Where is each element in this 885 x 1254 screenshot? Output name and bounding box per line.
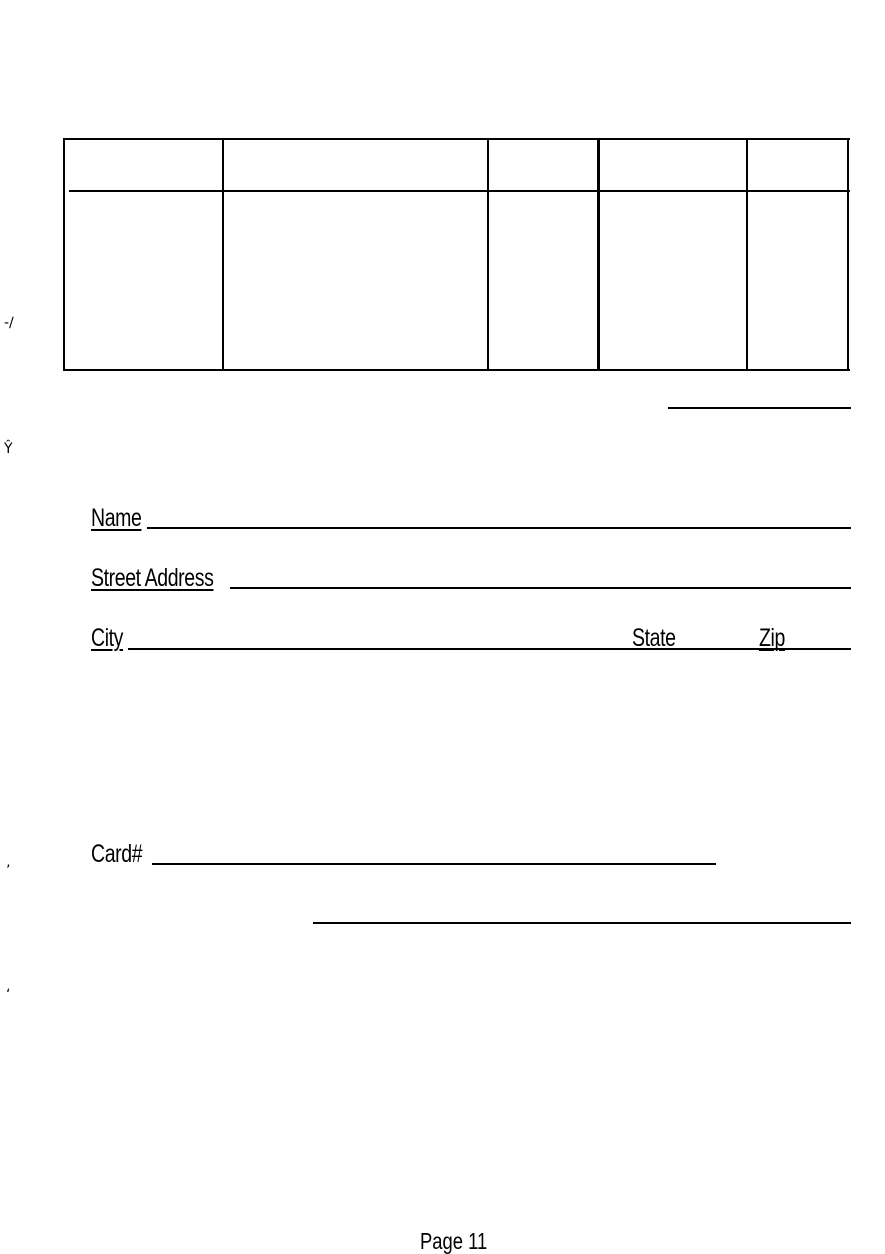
signature-blank-line[interactable] <box>313 922 851 924</box>
subtotal-blank-line[interactable] <box>668 407 851 409</box>
page-number: Page 11 <box>420 1228 488 1254</box>
margin-scan-mark: ’ <box>6 863 11 879</box>
name-label: Name <box>91 504 142 532</box>
zip-label: Zip <box>759 624 785 652</box>
street-address-blank-line[interactable] <box>230 587 851 589</box>
table-column-divider <box>487 140 489 369</box>
state-label: State <box>632 624 676 652</box>
city-label: City <box>91 624 124 652</box>
order-table <box>63 138 850 371</box>
table-column-divider <box>746 140 748 369</box>
margin-scan-mark: ‘ <box>6 987 11 1003</box>
table-column-divider <box>222 140 224 369</box>
table-column-divider <box>597 140 600 369</box>
name-blank-line[interactable] <box>147 527 851 529</box>
table-header-rule <box>69 190 850 192</box>
street-address-label: Street Address <box>91 564 214 592</box>
city-state-zip-blank-line[interactable] <box>128 648 851 650</box>
margin-scan-mark: Ŷ <box>4 441 13 457</box>
card-number-label: Card# <box>91 840 143 868</box>
margin-scan-mark: -∕ <box>4 315 14 331</box>
card-number-blank-line[interactable] <box>152 863 716 865</box>
table-column-divider <box>847 140 849 369</box>
